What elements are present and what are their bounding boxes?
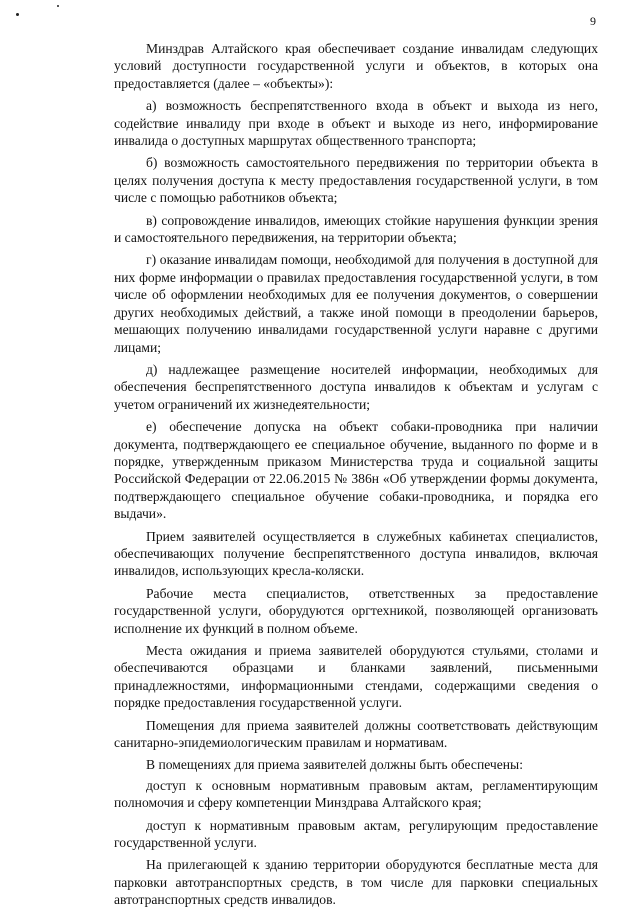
paragraph-item-d: д) надлежащее размещение носителей информации, необходимых для обеспечения беспрепятственного доступа инвалидов к объектам и услугам с учетом ограничений их жизнедеятельности;	[114, 361, 598, 412]
paragraph-waiting-areas: Места ожидания и приема заявителей оборудуются стульями, столами и обеспечиваются образцами и бланками заявлений, письменными принадлежностями, информационными стендами, содержащими сведения о порядке предоставления государственной услуги.	[114, 643, 598, 711]
paragraph-item-e: е) обеспечение допуска на объект собаки-проводника при наличии документа, подтверждающего ее специальное обучение, выданного по форме и в порядке, утвержденным приказом Министерства труда и социальной защиты Российской Федерации от 22.06.2015 № 386н «Об утверждении формы документа, подтверждающего специальное обучение собаки-проводника, и порядка его выдачи».	[114, 419, 598, 522]
paragraph-access-basic-acts: доступ к основным нормативным правовым актам, регламентирующим полномочия и сферу компетенции Минздрава Алтайского края;	[114, 777, 598, 811]
paragraph-reception: Прием заявителей осуществляется в служебных кабинетах специалистов, обеспечивающих получение беспрепятственного доступа инвалидов, включая инвалидов, использующих кресла-коляски.	[114, 528, 598, 579]
paragraph-parking: На прилегающей к зданию территории оборудуются бесплатные места для парковки автотранспортных средств, в том числе для парковки специальных автотранспортных средств инвалидов.	[114, 857, 598, 908]
paragraph-access-regulating-acts: доступ к нормативным правовым актам, регулирующим предоставление государственной услуги.	[114, 817, 598, 851]
paragraph-sanitary: Помещения для приема заявителей должны соответствовать действующим санитарно-эпидемиологическим правилам и нормативам.	[114, 717, 598, 751]
document-body	[114, 40, 598, 914]
paragraph-intro: Минздрав Алтайского края обеспечивает создание инвалидам следующих условий доступности государственной услуги и объектов, в которых она предоставляется (далее – «объекты»):	[114, 41, 598, 91]
paragraph-item-v: в) сопровождение инвалидов, имеющих стойкие нарушения функции зрения и самостоятельного передвижения, на территории объекта;	[114, 212, 598, 246]
paragraph-workplaces: Рабочие места специалистов, ответственных за предоставление государственной услуги, оборудуются оргтехникой, позволяющей организовать исполнение их функций в полном объеме.	[114, 585, 598, 636]
paragraph-item-g: г) оказание инвалидам помощи, необходимой для получения в доступной для них форме информации о правилах предоставления государственной услуги, в том числе об оформлении необходимых для ее получения документов, о совершении других необходимых действий, а также иной помощи в преодолении барьеров, мешающих получению инвалидами государственной услуги наравне с другими лицами;	[114, 252, 598, 355]
paragraph-premises-provided: В помещениях для приема заявителей должны быть обеспечены:	[146, 757, 523, 773]
scan-speck	[16, 13, 19, 16]
page-number: 9	[590, 14, 596, 28]
paragraph-item-b: б) возможность самостоятельного передвижения по территории объекта в целях получения доступа к месту предоставления государственной услуги, в том числе с помощью работников объекта;	[114, 155, 598, 206]
paragraph-item-a: а) возможность беспрепятственного входа в объект и выхода из него, содействие инвалиду при входе в объект и выходе из него, информирование инвалида о доступных маршрутах общественного транспорта;	[114, 98, 598, 149]
scan-speck	[57, 5, 59, 7]
